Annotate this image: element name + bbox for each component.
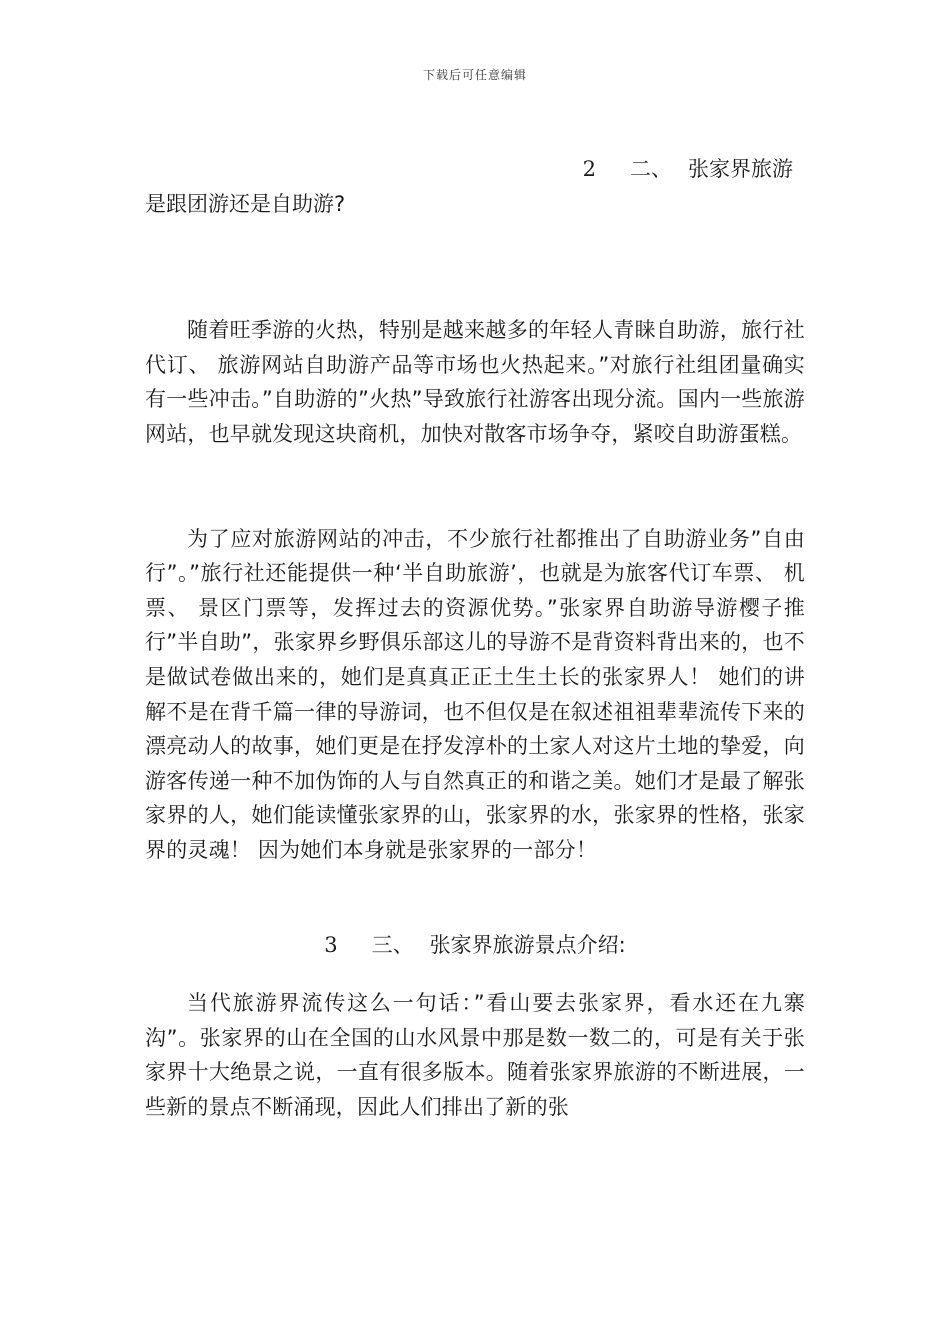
section-3-title: 张家界旅游景点介绍: (429, 932, 626, 957)
page-header: 下载后可任意编辑 (422, 68, 527, 82)
section-2-heading (145, 152, 805, 187)
document-body (145, 152, 805, 1124)
section-2-title-part1: 张家界旅游 (688, 157, 793, 181)
section-2-title-part2: 是跟团游还是自助游? (145, 191, 346, 216)
section-2-number: 2 (582, 157, 596, 181)
section-3-heading (145, 928, 805, 963)
paragraph-semi-self-guided: 为了应对旅游网站的冲击，不少旅行社都推出了自助游业务”自由行”。”旅行社还能提供一种‘半自助旅游’，也就是为旅客代订车票、 机票、 景区门票等，发挥过去的资源优势。”张家界自助游导游樱子推行”半自助”，张家界乡野俱乐部这儿的导游不是背资料背出来的，也不是做试卷做出来的，她们是真真正正土生土长的张家界人！ 她们的讲解不是在背千篇一律的导游词，也不但仅是在叙述祖祖辈辈流传下来的漂亮动人的故事，她们更是在抒发淳朴的土家人对这片土地的挚爱，向游客传递一种不加伪饰的人与自然真正的和谐之美。她们才是最了解张家界的人，她们能读懂张家界的山，张家界的水，张家界的性格，张家界的灵魂！ 因为她们本身就是张家界的一部分！ (145, 526, 805, 862)
section-2-label: 二、 (630, 157, 672, 181)
section-3-label: 三、 (371, 932, 414, 957)
section-3-number: 3 (324, 932, 338, 957)
paragraph-attractions-intro: 当代旅游界流传这么一句话：”看山要去张家界，看水还在九寨沟”。张家界的山在全国的山水风景中那是数一数二的，可是有关于张家界十大绝景之说，一直有很多版本。随着张家界旅游的不断进展，一些新的景点不断涌现，因此人们排出了新的张 (145, 991, 805, 1119)
paragraph-self-guided-trend: 随着旺季游的火热，特别是越来越多的年轻人青睐自助游，旅行社代订、 旅游网站自助游产品等市场也火热起来。”对旅行社组团量确实有一些冲击。”自助游的”火热”导致旅行社游客出现分流。国内一些旅游网站，也早就发现这块商机，加快对散客市场争夺，紧咬自助游蛋糕。 (145, 318, 805, 446)
